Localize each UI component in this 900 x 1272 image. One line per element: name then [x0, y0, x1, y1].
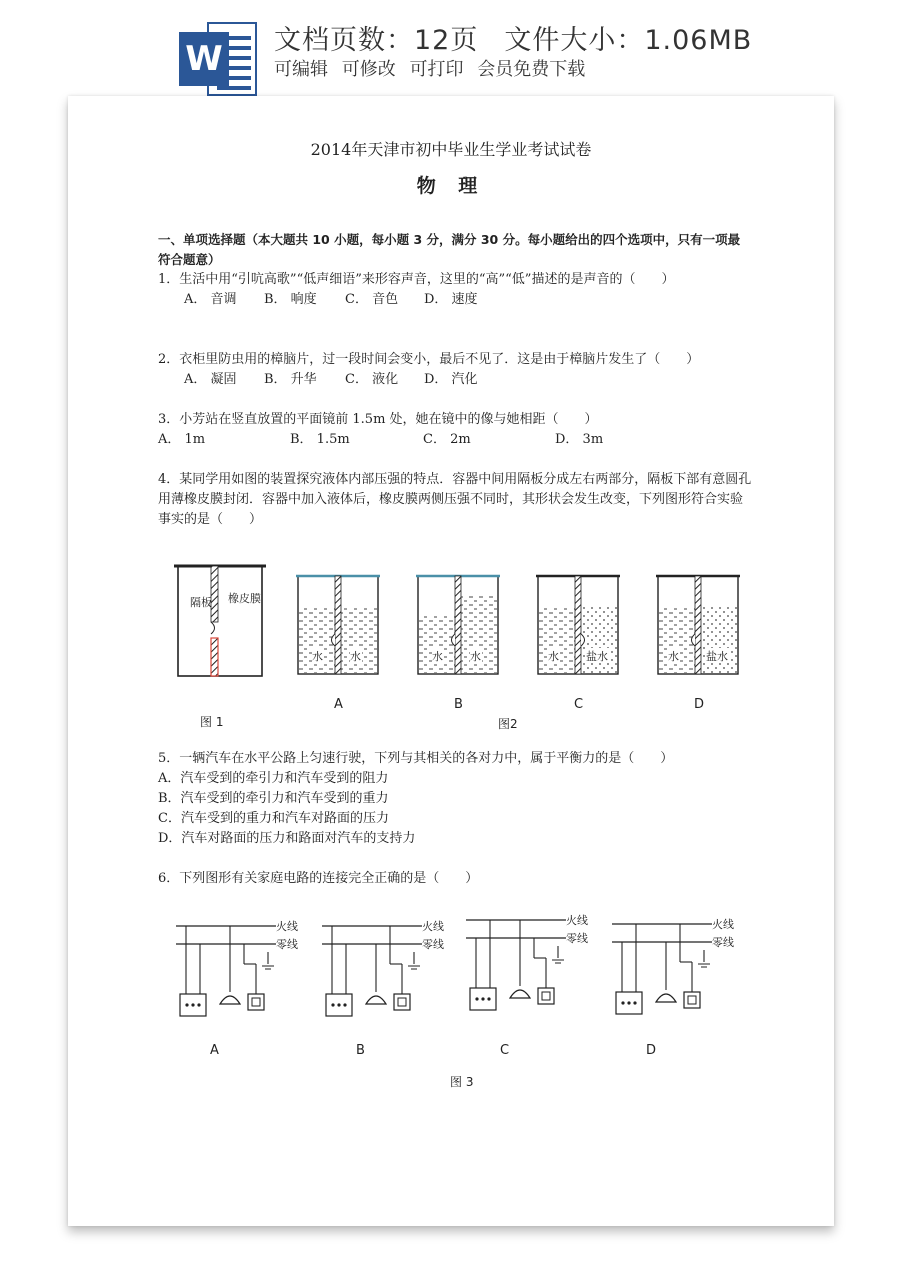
- circuit-c-live-label: 火线: [566, 914, 588, 927]
- circuit-d-live-label: 火线: [712, 918, 734, 931]
- word-icon-letter: W: [179, 32, 229, 86]
- question-6-stem: 6．下列图形有关家庭电路的连接完全正确的是（ ）: [158, 871, 479, 886]
- circuit-option-d: [612, 917, 734, 1058]
- question-4-line-3: 事实的是（ ）: [158, 512, 263, 527]
- document-title: 2014年天津市初中毕业生学业考试试卷: [310, 140, 592, 159]
- question-2-option-b: B． 升华: [264, 372, 317, 387]
- feature-printable: 可打印: [409, 59, 464, 80]
- question-2-stem: 2．衣柜里防虫用的樟脑片，过一段时间会变小，最后不见了．这是由于樟脑片发生了（ ）: [158, 352, 700, 367]
- circuit-option-c: [466, 913, 588, 1058]
- circuit-b-letter: B: [356, 1043, 365, 1058]
- figure-pressure-containers: [152, 562, 752, 748]
- question-3-option-c: C． 2m: [423, 432, 471, 447]
- svg-text:隔板: [190, 595, 212, 609]
- question-5-option-b: B．汽车受到的牵引力和汽车受到的重力: [158, 791, 389, 806]
- figure-household-circuits: [156, 904, 760, 1094]
- circuit-c-letter: C: [500, 1043, 510, 1058]
- question-1-stem: 1．生活中用“引吭高歌”“低声细语”来形容声音，这里的“高”“低”描述的是声音的（ ）: [158, 272, 675, 287]
- option-d-right-liquid: 盐水: [706, 650, 728, 663]
- question-3-option-a: A． 1m: [158, 432, 206, 447]
- section-heading-cont: 符合题意）: [158, 252, 221, 267]
- question-1-option-a: A． 音调: [184, 292, 237, 307]
- feature-editable: 可编辑: [274, 59, 328, 80]
- question-5-option-d: D．汽车对路面的压力和路面对汽车的支持力: [158, 831, 416, 846]
- download-banner: [0, 0, 900, 98]
- question-1-option-c: C． 音色: [345, 292, 399, 307]
- question-3-option-b: B． 1.5m: [290, 432, 350, 447]
- option-a-left-liquid: 水: [312, 650, 323, 663]
- figure-2-option-b: [416, 576, 500, 712]
- figure-2-option-c: [536, 576, 620, 712]
- circuit-c-neutral-label: 零线: [566, 932, 588, 945]
- figure-1-caption: 图 1: [200, 715, 224, 729]
- circuit-a-neutral-label: 零线: [276, 938, 298, 951]
- figure-2-caption: 图2: [498, 717, 518, 731]
- file-size-label: 文件大小：1.06MB: [504, 25, 753, 56]
- option-c-letter: C: [574, 697, 584, 712]
- figure-1: [174, 566, 266, 729]
- option-d-left-liquid: 水: [668, 650, 679, 663]
- option-c-right-liquid: 盐水: [586, 650, 608, 663]
- question-2-option-a: A． 凝固: [184, 372, 237, 387]
- option-d-letter: D: [694, 697, 705, 712]
- circuit-option-b: [322, 919, 444, 1058]
- option-c-left-liquid: 水: [548, 650, 559, 663]
- feature-member-download[interactable]: 会员免费下载: [477, 59, 586, 80]
- document-subject: 物 理: [416, 175, 486, 197]
- option-a-letter: A: [334, 697, 343, 712]
- question-5-option-c: C．汽车受到的重力和汽车对路面的压力: [158, 811, 389, 826]
- figure-1-label-membrane: 橡皮膜: [228, 592, 261, 605]
- banner-features: [274, 55, 593, 81]
- svg-text:橡皮膜: [228, 591, 261, 605]
- document-page: [68, 96, 834, 1226]
- circuit-a-letter: A: [210, 1043, 219, 1058]
- figure-1-label-partition: 隔板: [190, 596, 212, 609]
- question-3-option-d: D． 3m: [555, 432, 604, 447]
- circuit-a-live-label: 火线: [276, 920, 298, 933]
- word-document-icon: [179, 22, 257, 96]
- circuit-b-live-label: 火线: [422, 920, 444, 933]
- question-5-stem: 5．一辆汽车在水平公路上匀速行驶，下列与其相关的各对力中，属于平衡力的是（ ）: [158, 751, 674, 766]
- figure-2-option-d: [656, 576, 740, 712]
- circuit-b-neutral-label: 零线: [422, 938, 444, 951]
- circuit-d-letter: D: [646, 1043, 657, 1058]
- option-a-right-liquid: 水: [350, 650, 361, 663]
- question-3-stem: 3．小芳站在竖直放置的平面镜前 1.5m 处，她在镜中的像与她相距（ ）: [158, 412, 598, 427]
- feature-modifiable: 可修改: [341, 59, 396, 80]
- question-5-option-a: A．汽车受到的牵引力和汽车受到的阻力: [158, 771, 389, 786]
- section-heading: 一、单项选择题（本大题共 10 小题，每小题 3 分，满分 30 分。每小题给出的四个选项中，只有一项最: [158, 232, 741, 247]
- page-count-label: 文档页数：12页: [274, 25, 479, 56]
- question-2-option-c: C． 液化: [345, 372, 399, 387]
- question-2-option-d: D． 汽化: [424, 372, 478, 387]
- circuit-option-a: [176, 919, 298, 1058]
- option-b-right-liquid: 水: [470, 650, 481, 663]
- circuit-d-neutral-label: 零线: [712, 936, 734, 949]
- question-4-line-2: 用薄橡皮膜封闭．容器中加入液体后，橡皮膜两侧压强不同时，其形状会发生改变，下列图形符合实验: [158, 492, 744, 507]
- option-b-left-liquid: 水: [432, 650, 443, 663]
- figure-3-caption: 图 3: [450, 1075, 474, 1089]
- question-1-option-b: B． 响度: [264, 292, 317, 307]
- question-1-option-d: D． 速度: [424, 292, 478, 307]
- banner-title: [274, 18, 752, 57]
- figure-2-option-a: [296, 576, 380, 712]
- option-b-letter: B: [454, 697, 463, 712]
- question-4-line-1: 4．某同学用如图的装置探究液体内部压强的特点．容器中间用隔板分成左右两部分，隔板下部有意圆孔: [158, 472, 752, 487]
